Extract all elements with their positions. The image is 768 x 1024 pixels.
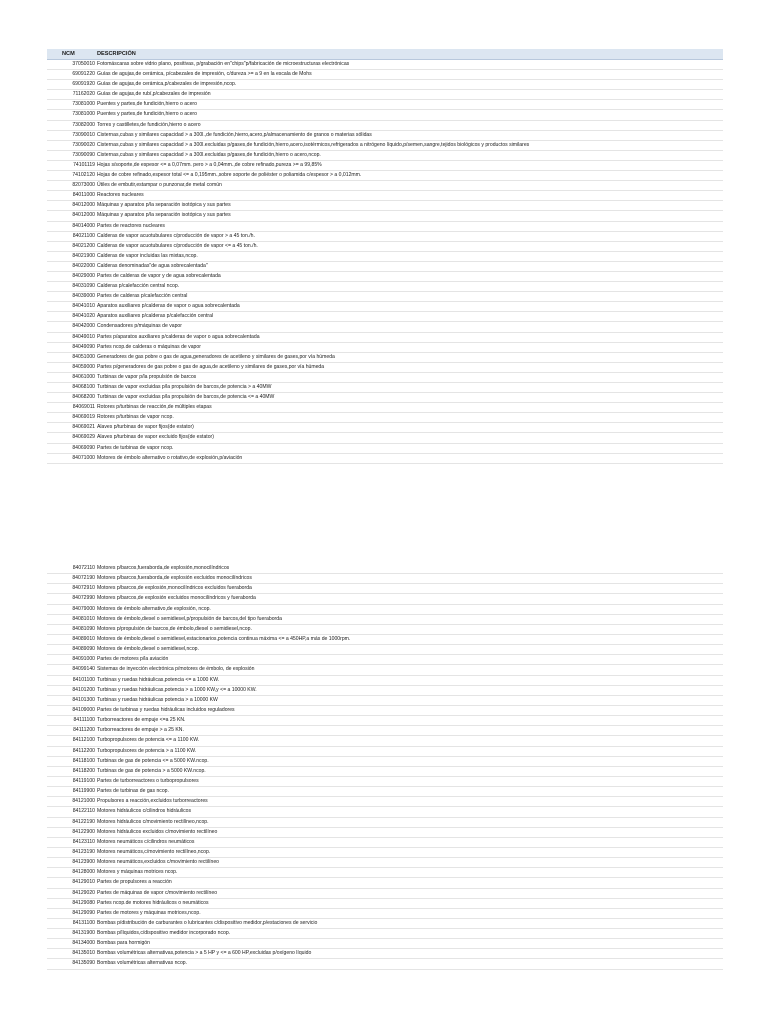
table-row bbox=[47, 929, 723, 939]
table-row bbox=[47, 757, 723, 767]
ncm-cell: 84121000 bbox=[72, 798, 95, 805]
ncm-cell: 84081090 bbox=[72, 625, 95, 632]
description-cell: Motores p/barcos,de explosión,monocilíndricos excluidos fueraborda bbox=[97, 585, 252, 592]
description-cell: Sistemas de inyección electrónica p/motores de émbolo, de explosión bbox=[97, 666, 255, 673]
ncm-cell: 84131900 bbox=[72, 930, 95, 937]
ncm-cell: 69091920 bbox=[72, 81, 95, 88]
ncm-cell: 84069021 bbox=[72, 424, 95, 431]
description-cell: Turbinas y ruedas hidráulicas,potencia > a 1000 KW,y <= a 10000 KW. bbox=[97, 686, 257, 693]
table-row bbox=[47, 191, 723, 201]
ncm-cell: 84099140 bbox=[72, 666, 95, 673]
table-row bbox=[47, 232, 723, 242]
description-cell: Motores hidráulicos c/cilindros hidráulicos bbox=[97, 808, 191, 815]
table-row bbox=[47, 889, 723, 899]
ncm-cell: 84068200 bbox=[72, 394, 95, 401]
description-cell: Partes de propulsores a reacción bbox=[97, 879, 172, 886]
table-row bbox=[47, 828, 723, 838]
description-cell: Propulsores a reacción,excluidos turborreactores bbox=[97, 798, 208, 805]
table-row bbox=[47, 433, 723, 443]
description-cell: Rotores p/turbinas de vapor ncop. bbox=[97, 414, 174, 421]
ncm-cell: 84069090 bbox=[72, 444, 95, 451]
table-row bbox=[47, 393, 723, 403]
table-row bbox=[47, 413, 723, 423]
ncm-cell: 84061000 bbox=[72, 373, 95, 380]
table-row bbox=[47, 686, 723, 696]
description-cell: Turbinas de vapor p/la propulsión de barcos bbox=[97, 373, 197, 380]
description-cell: Partes ncop.de motores hidráulicos o neumáticos bbox=[97, 899, 209, 906]
ncm-cell: 73081000 bbox=[72, 101, 95, 108]
table-row bbox=[47, 726, 723, 736]
ncm-cell: 84042000 bbox=[72, 323, 95, 330]
table-row bbox=[47, 868, 723, 878]
ncm-cell: 84014000 bbox=[72, 222, 95, 229]
ncm-cell: 84129080 bbox=[72, 899, 95, 906]
description-cell: Máquinas y aparatos p/la separación isotópica y sus partes bbox=[97, 202, 231, 209]
description-cell: Bombas volumétricas alternativas,potencia > a 5 HP y <= a 600 HP,excluidas p/oxígeno líquido bbox=[97, 950, 312, 957]
description-cell: Motores neumáticos,c/movimiento rectilíneo,ncop. bbox=[97, 848, 211, 855]
ncm-cell: 84134000 bbox=[72, 940, 95, 947]
table-row bbox=[47, 70, 723, 80]
description-cell: Hojas de cobre refinado,espesor total <= a 0,195mm.,sobre soporte de poliéster o poliamida c/espesor > a 0,012mm. bbox=[97, 172, 362, 179]
ncm-cell: 84071000 bbox=[72, 454, 95, 461]
ncm-cell: 84089090 bbox=[72, 646, 95, 653]
description-cell: Turbinas de vapor excluidas p/la propulsión de barcos,de potencia <= a 40MW bbox=[97, 394, 275, 401]
description-cell: Máquinas y aparatos p/la separación isotópica y sus partes bbox=[97, 212, 231, 219]
table-row bbox=[47, 201, 723, 211]
table-row bbox=[47, 333, 723, 343]
table-row bbox=[47, 959, 723, 969]
description-cell: Alaves p/turbinas de vapor excluido fijos(de estator) bbox=[97, 434, 214, 441]
table-row bbox=[47, 383, 723, 393]
description-cell: Fotomáscaras sobre vidrio plano, positivas, p/grabación en"chips"p/fabricación de microestructuras electrónicas bbox=[97, 61, 350, 67]
description-cell: Puentes y partes,de fundición,hierro o acero bbox=[97, 101, 197, 108]
description-cell: Motores hidráulicos excluidos c/movimiento rectilíneo bbox=[97, 828, 218, 835]
header-ncm: NCM bbox=[62, 51, 75, 57]
ncm-cell: 73090020 bbox=[72, 141, 95, 148]
table-row bbox=[47, 211, 723, 221]
table-row bbox=[47, 121, 723, 131]
table-row bbox=[47, 939, 723, 949]
ncm-cell: 84068100 bbox=[72, 384, 95, 390]
description-cell: Bombas volumétricas alternativas ncop. bbox=[97, 960, 188, 967]
description-cell: Guías de agujas,de rubí,p/cabezales de impresión bbox=[97, 91, 211, 98]
description-cell: Partes de máquinas de vapor c/movimiento rectilíneo bbox=[97, 889, 218, 896]
description-cell: Generadores de gas pobre o gas de agua,generadores de acetileno y similares de gases,por vía húmeda bbox=[97, 353, 335, 360]
description-cell: Partes de turbinas y ruedas hidráulicas incluidos reguladores bbox=[97, 706, 235, 713]
description-cell: Hojas s/soporte,de espesor <= a 0,07mm. pero > a 0,04mm.,de cobre refinado,pureza >= a 99,85% bbox=[97, 161, 322, 168]
table-row bbox=[47, 797, 723, 807]
table-header bbox=[47, 49, 723, 60]
description-cell: Calderas de vapor incluidas las mixtas,ncop. bbox=[97, 252, 198, 259]
table-row bbox=[47, 615, 723, 625]
table-row bbox=[47, 353, 723, 363]
ncm-cell: 69091220 bbox=[72, 71, 95, 78]
ncm-cell: 84069019 bbox=[72, 414, 95, 421]
table-row bbox=[47, 696, 723, 706]
description-cell: Turborreactores de empuje > a 25 KN. bbox=[97, 727, 184, 734]
table-row bbox=[47, 767, 723, 777]
description-cell: Cisternas,cubas y similares capacidad > a 300l.,de fundición,hierro,acero,p/almacenamiento de granos o materias sólidas bbox=[97, 131, 372, 138]
table-row bbox=[47, 444, 723, 454]
description-cell: Motores neumáticos,excluidos c/movimiento rectilíneo bbox=[97, 859, 220, 866]
ncm-cell: 84072190 bbox=[72, 575, 95, 582]
description-cell: Turbinas y ruedas hidráulicas potencia > a 10000 KW bbox=[97, 696, 218, 703]
description-cell: Motores y máquinas motrices ncop. bbox=[97, 869, 178, 876]
ncm-cell: 84118200 bbox=[72, 767, 95, 774]
ncm-cell: 84089010 bbox=[72, 635, 95, 642]
ncm-cell: 84112100 bbox=[72, 737, 95, 744]
table-row bbox=[47, 858, 723, 868]
table-row bbox=[47, 302, 723, 312]
table-row bbox=[47, 282, 723, 292]
description-cell: Partes de calderas p/calefacción central bbox=[97, 293, 188, 300]
ncm-cell: 84122900 bbox=[72, 828, 95, 835]
ncm-cell: 84119100 bbox=[72, 777, 95, 784]
ncm-cell: 84112200 bbox=[72, 747, 95, 754]
table-row bbox=[47, 454, 723, 464]
description-cell: Partes de calderas de vapor y de agua sobrecalentada bbox=[97, 272, 221, 279]
table-row bbox=[47, 312, 723, 322]
description-cell: Guías de agujas,de cerámica, p/cabezales de impresión, c/dureza >= a 9 en la escala de Mohs bbox=[97, 71, 312, 78]
table-row bbox=[47, 919, 723, 929]
ncm-cell: 84129010 bbox=[72, 879, 95, 886]
table-row bbox=[47, 242, 723, 252]
description-cell: Turborreactores de empuje <=a 25 KN. bbox=[97, 717, 186, 724]
description-cell: Partes ncop.de calderas o máquinas de vapor bbox=[97, 343, 201, 350]
ncm-cell: 84135090 bbox=[72, 960, 95, 967]
ncm-cell: 84029000 bbox=[72, 272, 95, 279]
table-row bbox=[47, 899, 723, 909]
description-cell: Alaves p/turbinas de vapor fijos(de estator) bbox=[97, 424, 194, 431]
table-row bbox=[47, 292, 723, 302]
ncm-cell: 84069011 bbox=[72, 404, 95, 411]
description-cell: Motores p/barcos,de explosión excluidos monocilíndricos y fueraborda bbox=[97, 595, 256, 602]
description-cell: Calderas de vapor acuotubulares c/producción de vapor <= a 45 ton./h. bbox=[97, 242, 258, 249]
table-row bbox=[47, 584, 723, 594]
header-descripcion: DESCRIPCIÓN bbox=[97, 51, 136, 57]
description-cell: Turbinas de gas de potencia <= a 5000 KW.ncop. bbox=[97, 757, 209, 764]
table-row bbox=[47, 222, 723, 232]
ncm-cell: 84118100 bbox=[72, 757, 95, 764]
description-cell: Condensadores p/máquinas de vapor bbox=[97, 323, 182, 330]
table-body-1 bbox=[47, 60, 723, 464]
table-row bbox=[47, 777, 723, 787]
ncm-cell: 84049010 bbox=[72, 333, 95, 340]
ncm-cell: 84119900 bbox=[72, 788, 95, 795]
table-row bbox=[47, 818, 723, 828]
ncm-cell: 73081000 bbox=[72, 111, 95, 118]
ncm-cell: 84101300 bbox=[72, 696, 95, 703]
ncm-cell: 84109000 bbox=[72, 706, 95, 713]
ncm-cell: 84072910 bbox=[72, 585, 95, 592]
ncm-cell: 82073000 bbox=[72, 182, 95, 189]
table-row bbox=[47, 262, 723, 272]
table-row bbox=[47, 909, 723, 919]
ncm-cell: 84135010 bbox=[72, 950, 95, 957]
table-row bbox=[47, 736, 723, 746]
description-cell: Motores hidráulicos c/movimiento rectilíneo,ncop. bbox=[97, 818, 209, 825]
table-row bbox=[47, 676, 723, 686]
description-cell: Motores neumáticos c/cilindros neumáticos bbox=[97, 838, 195, 845]
ncm-cell: 84049090 bbox=[72, 343, 95, 350]
table-row bbox=[47, 363, 723, 373]
table-row bbox=[47, 716, 723, 726]
ncm-cell: 84081010 bbox=[72, 615, 95, 622]
table-row bbox=[47, 100, 723, 110]
table-page-1 bbox=[47, 49, 723, 464]
description-cell: Calderas de vapor acuotubulares c/producción de vapor > a 45 ton./h. bbox=[97, 232, 255, 239]
table-row bbox=[47, 322, 723, 332]
description-cell: Calderas denominadas"de agua sobrecalentada" bbox=[97, 262, 208, 269]
description-cell: Turbopropulsores de potencia <= a 1100 KW. bbox=[97, 737, 200, 744]
description-cell: Útiles de embutir,estampar o punzonar,de metal común bbox=[97, 182, 222, 189]
description-cell: Partes de turbinas de vapor ncop. bbox=[97, 444, 174, 451]
description-cell: Cisternas,cubas y similares capacidad > a 300l.excluidas p/gases,de fundición,hierro o acero,ncop. bbox=[97, 151, 321, 158]
description-cell: Motores p/barcos,fueraborda,de explosión,monocilíndricos bbox=[97, 565, 230, 571]
description-cell: Bombas para hormigón bbox=[97, 940, 150, 947]
table-body-2 bbox=[47, 564, 723, 970]
table-row bbox=[47, 403, 723, 413]
table-row bbox=[47, 605, 723, 615]
description-cell: Aparatos auxiliares p/calderas de vapor o agua sobrecalentada bbox=[97, 303, 240, 310]
description-cell: Aparatos auxiliares p/calderas p/calefacción central bbox=[97, 313, 214, 320]
description-cell: Cisternas,cubas y similares capacidad > a 300l.excluidas p/gases,de fundición,hierro,acero,isotérmicos,refrigerados a nitrógeno líquido,p/semen,sangre,tejidos biológicos y productos similares bbox=[97, 141, 530, 148]
table-row bbox=[47, 60, 723, 70]
description-cell: Motores p/barcos,fueraborda,de explosión excluidos monocilíndricos bbox=[97, 575, 252, 582]
ncm-cell: 74102120 bbox=[72, 172, 95, 179]
ncm-cell: 74101119 bbox=[73, 161, 95, 168]
description-cell: Motores p/propulsión de barcos,de émbolo,diesel o semidiesel,ncop. bbox=[97, 625, 252, 632]
ncm-cell: 73090010 bbox=[72, 131, 95, 138]
ncm-cell: 71162020 bbox=[72, 91, 95, 98]
ncm-cell: 84131100 bbox=[72, 919, 95, 926]
description-cell: Motores de émbolo alternativo o rotativo,de explosión,p/aviación bbox=[97, 454, 243, 461]
ncm-cell: 84122110 bbox=[72, 808, 95, 815]
ncm-cell: 84129020 bbox=[72, 889, 95, 896]
description-cell: Motores de émbolo,diesel o semidiesel,p/propulsión de barcos,del tipo fueraborda bbox=[97, 615, 282, 622]
table-row bbox=[47, 90, 723, 100]
table-row bbox=[47, 655, 723, 665]
description-cell: Motores de émbolo alternativo,de explosión, ncop. bbox=[97, 605, 211, 612]
table-row bbox=[47, 848, 723, 858]
ncm-cell: 84101200 bbox=[72, 686, 95, 693]
description-cell: Guías de agujas,de cerámica,p/cabezales de impresión,ncop. bbox=[97, 81, 237, 88]
table-row bbox=[47, 747, 723, 757]
table-row bbox=[47, 635, 723, 645]
table-row bbox=[47, 564, 723, 574]
ncm-cell: 84012000 bbox=[72, 212, 95, 219]
ncm-cell: 84051000 bbox=[72, 353, 95, 360]
description-cell: Partes de motores p/la aviación bbox=[97, 656, 169, 663]
ncm-cell: 73090090 bbox=[72, 151, 95, 158]
table-row bbox=[47, 110, 723, 120]
description-cell: Partes p/aparatos auxiliares p/calderas de vapor o agua sobrecalentada bbox=[97, 333, 260, 340]
ncm-cell: 84021900 bbox=[72, 252, 95, 259]
table-row bbox=[47, 373, 723, 383]
ncm-cell: 73082000 bbox=[72, 121, 95, 128]
ncm-cell: 84021200 bbox=[72, 242, 95, 249]
description-cell: Motores de émbolo,diesel o semidiesel,estacionarios,potencia continua máxima <= a 450HP,a más de 1000rpm. bbox=[97, 635, 351, 642]
table-row bbox=[47, 343, 723, 353]
ncm-cell: 84059000 bbox=[72, 363, 95, 370]
table-row bbox=[47, 171, 723, 181]
ncm-cell: 84072990 bbox=[72, 595, 95, 602]
ncm-cell: 84123110 bbox=[72, 838, 95, 845]
description-cell: Turbinas y ruedas hidráulicas,potencia <= a 1000 KW. bbox=[97, 676, 220, 683]
table-row bbox=[47, 252, 723, 262]
table-row bbox=[47, 272, 723, 282]
description-cell: Turbinas de vapor excluidas p/la propulsión de barcos,de potencia > a 40MW bbox=[97, 384, 272, 390]
ncm-cell: 84111100 bbox=[73, 717, 95, 724]
ncm-cell: 84021100 bbox=[72, 232, 95, 239]
description-cell: Motores de émbolo,diesel o semidiesel,ncop. bbox=[97, 646, 199, 653]
ncm-cell: 84122190 bbox=[72, 818, 95, 825]
table-row bbox=[47, 181, 723, 191]
ncm-cell: 84128000 bbox=[72, 869, 95, 876]
description-cell: Partes de reactores nucleares bbox=[97, 222, 165, 229]
table-row bbox=[47, 787, 723, 797]
ncm-cell: 84069029 bbox=[72, 434, 95, 441]
description-cell: Partes de turbinas de gas ncop. bbox=[97, 788, 169, 795]
ncm-cell: 84031090 bbox=[72, 283, 95, 290]
ncm-cell: 84041010 bbox=[72, 303, 95, 310]
description-cell: Bombas p/líquidos,c/dispositivo medidor incorporado ncop. bbox=[97, 930, 231, 937]
table-row bbox=[47, 594, 723, 604]
table-row bbox=[47, 878, 723, 888]
description-cell: Reactores nucleares bbox=[97, 192, 144, 199]
table-row bbox=[47, 706, 723, 716]
table-row bbox=[47, 665, 723, 675]
table-row bbox=[47, 949, 723, 959]
ncm-cell: 84111200 bbox=[73, 727, 95, 734]
ncm-cell: 84079000 bbox=[72, 605, 95, 612]
description-cell: Partes de turborreactores o turbopropulsores bbox=[97, 777, 199, 784]
table-row bbox=[47, 161, 723, 171]
description-cell: Bombas p/distribución de carburantes o lubricantes c/dispositivo medidor,p/estaciones de servicio bbox=[97, 919, 318, 926]
description-cell: Partes de motores y máquinas motrices,ncop. bbox=[97, 909, 201, 916]
description-cell: Torres y castilletes,de fundición,hierro o acero bbox=[97, 121, 201, 128]
ncm-cell: 84123900 bbox=[72, 859, 95, 866]
ncm-cell: 84039000 bbox=[72, 293, 95, 300]
ncm-cell: 84129090 bbox=[72, 909, 95, 916]
description-cell: Calderas p/calefacción central ncop. bbox=[97, 283, 180, 290]
ncm-cell: 84022000 bbox=[72, 262, 95, 269]
table-page-2 bbox=[47, 564, 723, 970]
description-cell: Puentes y partes,de fundición,hierro o acero bbox=[97, 111, 197, 118]
ncm-cell: 84011000 bbox=[72, 192, 95, 199]
table-row bbox=[47, 131, 723, 141]
table-row bbox=[47, 625, 723, 635]
table-row bbox=[47, 80, 723, 90]
description-cell: Turbopropulsores de potencia > a 1100 KW. bbox=[97, 747, 197, 754]
table-row bbox=[47, 423, 723, 433]
ncm-cell: 84101100 bbox=[72, 676, 95, 683]
ncm-cell: 84123190 bbox=[72, 848, 95, 855]
description-cell: Partes p/generadores de gas pobre o gas de agua,de acetileno y similares de gases,por vía húmeda bbox=[97, 363, 325, 370]
description-cell: Rotores p/turbinas de reacción,de múltiples etapas bbox=[97, 404, 212, 411]
table-row bbox=[47, 807, 723, 817]
ncm-cell: 37050010 bbox=[72, 61, 95, 67]
table-row bbox=[47, 151, 723, 161]
table-row bbox=[47, 838, 723, 848]
table-row bbox=[47, 645, 723, 655]
ncm-cell: 84072110 bbox=[72, 565, 95, 571]
table-row bbox=[47, 574, 723, 584]
ncm-cell: 84091000 bbox=[72, 656, 95, 663]
table-row bbox=[47, 141, 723, 151]
description-cell: Turbinas de gas de potencia > a 5000 KW.ncop. bbox=[97, 767, 206, 774]
ncm-cell: 84012000 bbox=[72, 202, 95, 209]
ncm-cell: 84041020 bbox=[72, 313, 95, 320]
